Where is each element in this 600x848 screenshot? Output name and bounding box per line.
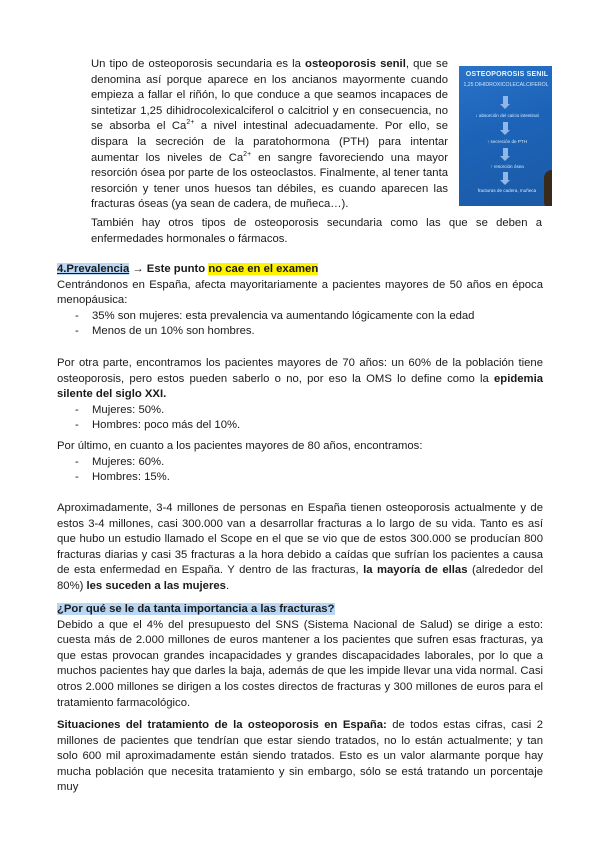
down-arrow-icon — [503, 148, 508, 157]
other-secondary-types-paragraph: También hay otros tipos de osteoporosis secundaria como las que se deben a enfermedades hormonales o fármacos. — [91, 217, 542, 245]
list-item: - Menos de un 10% son hombres. — [57, 324, 543, 340]
section-over-80 — [57, 439, 543, 486]
list-over-50 — [57, 309, 543, 340]
prevalence-intro: Centrándonos en España, afecta mayoritariamente a pacientes mayores de 50 años en época menopáusica: — [57, 278, 543, 307]
fractures-percent: (alrededor del 80%) — [57, 564, 543, 592]
fractures-paragraph — [57, 501, 543, 595]
slide-step: ↓ absorción del calcio intestinal — [475, 113, 539, 118]
intro-paragraph — [91, 57, 448, 213]
slide-subtitle: 1,25 DIHIDROXICOLECALCIFEROL — [463, 82, 549, 88]
fractures-text: Aproximadamente, 3-4 millones de personas en España tienen osteoporosis actualmente y de estos 3-4 millones, casi 300.000 van a desarrollar fracturas a lo largo de su vida. Tanto es así que hubo un estudio llamado el Scope en el que se vio que de estos 300.000 se producían 800 fracturas diarias y casi 35 fracturas a la hora debido a caídas que sufrían los pacientes a causa de esta enfermedad en España. Y dentro de las fracturas, — [57, 502, 543, 577]
list-over-70 — [57, 403, 543, 434]
calcium-superscript: 2+ — [243, 150, 252, 158]
term-osteoporosis-senil: osteoporosis senil — [305, 58, 406, 70]
section-prevalencia — [57, 262, 543, 340]
section-heading — [57, 262, 543, 278]
heading-note: → Este punto — [129, 263, 209, 275]
slide-step: ↑ resorción ósea — [490, 164, 524, 169]
fractures-bold-1: la mayoría de ellas — [363, 564, 468, 577]
slide-edge-decoration — [544, 170, 552, 206]
importance-heading-line — [57, 602, 543, 618]
exam-note-highlight: no cae en el examen — [208, 263, 319, 275]
slide-step: fracturas de cadera, muñeca — [477, 188, 537, 193]
list-item: - Mujeres: 60%. — [57, 455, 543, 471]
heading-prevalencia: 4.Prevalencia — [57, 263, 130, 275]
over-80-paragraph: Por último, en cuanto a los pacientes mayores de 80 años, encontramos: — [57, 440, 423, 452]
treatment-label: Situaciones del tratamiento de la osteoporosis en España: — [57, 719, 387, 731]
section-importance — [57, 602, 543, 711]
intro-text-4: en sangre favoreciendo una mayor resorción ósea por parte de los osteoclastos. Finalmente, al tener tanta resorción y tener unos huesos tan débiles, es cuando aparecen las fracturas óseas (ya sean de cadera, de muñeca…). — [91, 151, 448, 211]
down-arrow-icon — [503, 96, 508, 105]
down-arrow-icon — [503, 122, 508, 131]
treatment-paragraph — [57, 718, 543, 796]
silent-epidemia-term: epidemia silente del siglo XXI. — [57, 372, 543, 401]
over-70-text: Por otra parte, encontramos los pacientes mayores de 70 años: un 60% de la población tiene osteoporosis, pero estos pueden saberlo o no, por eso la OMS lo define como la — [57, 357, 543, 385]
down-arrow-icon — [503, 172, 508, 181]
intro-text-2: , que se denomina así porque aparece en los ancianos mayormente cuando empieza a fallar el riñón, lo que conduce a que seamos incapaces de sintetizar 1,25 dihidrocolexicalciferol o calcitriol y en consecuencia, no se absorba el Ca — [91, 58, 448, 133]
over-70-paragraph — [57, 356, 543, 403]
intro-text-3: a nivel intestinal adecuadamente. Por ello, se dispara la secreción de la paratohormona (PTH) para intentar aumentar los niveles de Ca — [91, 120, 448, 164]
list-item: - Hombres: poco más del 10%. — [57, 418, 543, 434]
list-item: - Hombres: 15%. — [57, 470, 543, 486]
list-over-80 — [57, 455, 543, 486]
lecture-slide-photo — [459, 66, 552, 206]
slide-title: OSTEOPOROSIS SENIL — [465, 71, 549, 78]
calcium-superscript: 2+ — [186, 119, 195, 127]
list-item: - Mujeres: 50%. — [57, 403, 543, 419]
list-item: - 35% son mujeres: esta prevalencia va aumentando lógicamente con la edad — [57, 309, 543, 325]
treatment-text: de todos estas cifras, casi 2 millones de pacientes que tendrían que estar siendo tratados, no lo están actualmente; y tan solo 600 mil aproximadamente están siendo tratados. Esto es un valor alarmante porque hay mucha población que necesita tratamiento y sin embargo, sólo se está tratando un porcentaje muy — [57, 719, 543, 794]
fractures-bold-2: les suceden a las mujeres — [86, 579, 226, 592]
importance-paragraph: Debido a que el 4% del presupuesto del SNS (Sistema Nacional de Salud) se dirige a esto: cuesta más de 2.000 millones de euros mantener a los pacientes que sufren esas fracturas, ya que estas provocan grandes incapacidades y grandes discapacidades laborales, por lo que a muchos pacientes hay que darles la baja, además de que les impide llevar una vida normal. Casi otros 2.000 millones se dirigen a los costes directos de fracturas y 300 millones de euros para el tratamiento farmacológico. — [57, 618, 543, 709]
importance-question: ¿Por qué se le da tanta importancia a las fracturas? — [57, 603, 335, 615]
section-over-70 — [57, 356, 543, 434]
slide-step: ↑ secreción de PTH — [486, 139, 528, 144]
fractures-end: . — [225, 579, 230, 592]
intro-text-1: Un tipo de osteoporosis secundaria es la — [91, 58, 306, 70]
